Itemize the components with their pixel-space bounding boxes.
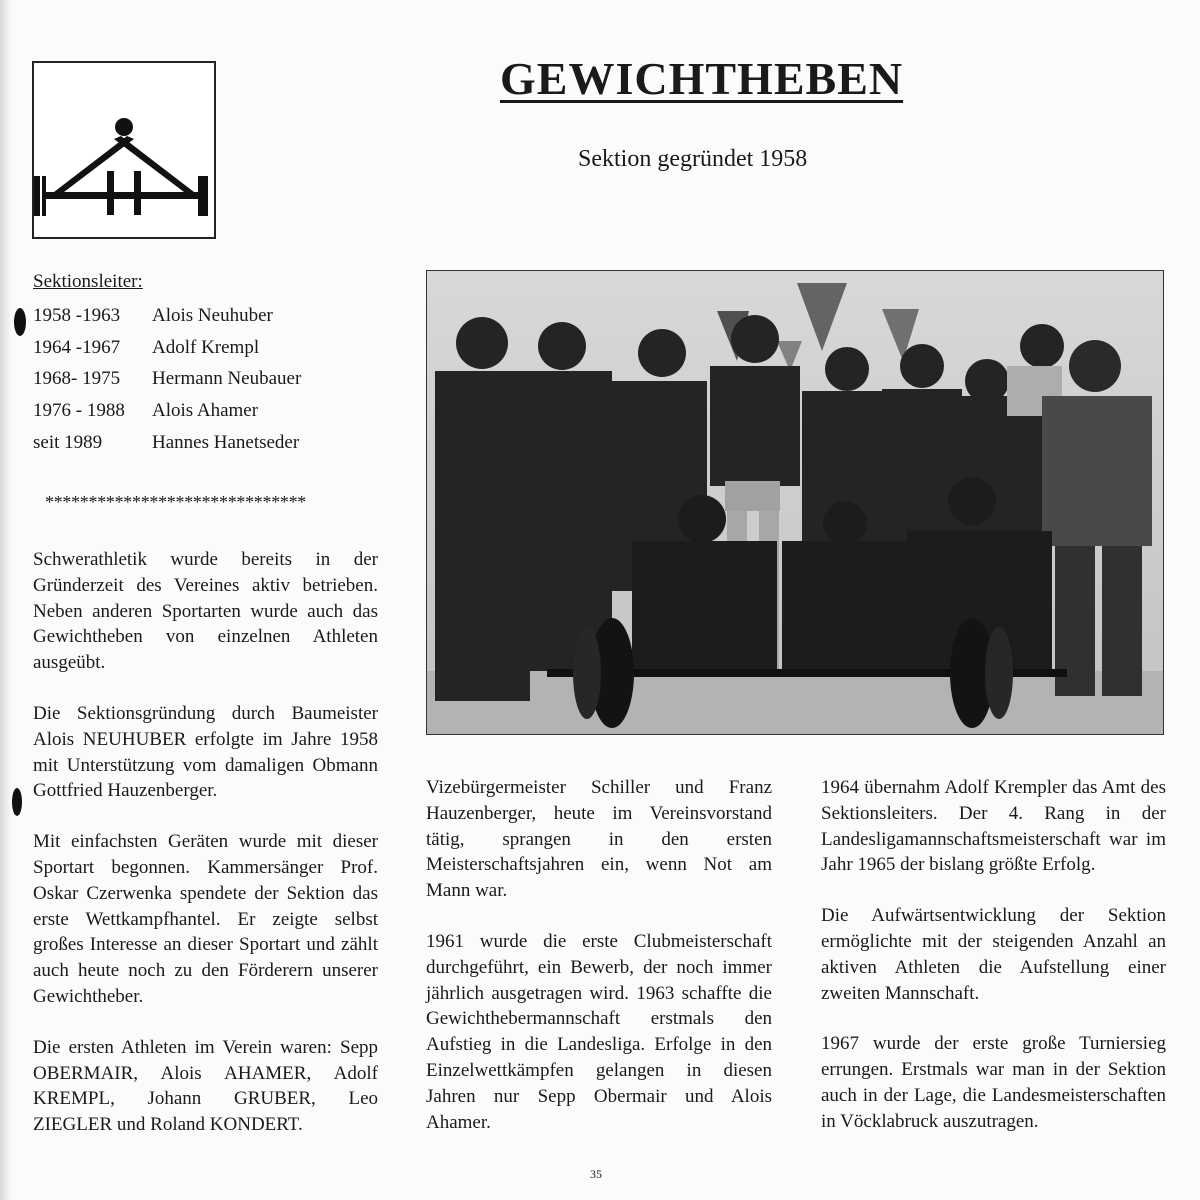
leader-name: Alois Ahamer [152, 400, 259, 422]
punch-hole [14, 308, 26, 336]
page-subtitle: Sektion gegründet 1958 [578, 146, 808, 172]
text-column-2 [426, 775, 772, 1160]
paragraph: 1964 übernahm Adolf Krempler das Amt des Sektionsleiters. Der 4. Rang in der Landesligamannschaftsmeisterschaft war im Jahr 1965 der bislang größte Erfolg. [821, 777, 1166, 876]
leader-years: 1964 -1967 [33, 336, 121, 358]
page-edge-shadow [0, 0, 12, 1200]
section-leaders-list [33, 300, 301, 459]
team-photo [426, 270, 1164, 735]
paragraph: 1961 wurde die erste Clubmeisterschaft durchgeführt, ein Bewerb, der noch immer jährlich ausgetragen wird. 1963 schaffte die Gewichthebermannschaft erstmals den Aufstieg in die Landesliga. Erfolge in den Einzelwettkämpfen gelangen in diesen Jahren nur Sepp Obermair und Alois Ahamer. [426, 930, 772, 1133]
leader-row [33, 395, 301, 427]
leader-years: seit 1989 [33, 431, 103, 453]
text-column-1 [33, 547, 378, 1163]
weightlifter-icon [34, 63, 214, 237]
leader-years: 1968- 1975 [33, 368, 121, 390]
paragraph: Die ersten Athleten im Verein waren: Sepp OBERMAIR, Alois AHAMER, Adolf KREMPL, Johann GRUBER, Leo ZIEGLER und Roland KONDERT. [33, 1036, 378, 1136]
leader-years: 1976 - 1988 [33, 400, 125, 422]
leader-name: Adolf Krempl [152, 336, 260, 358]
leader-name: Hermann Neubauer [152, 368, 302, 390]
punch-hole [12, 788, 22, 816]
leader-name: Alois Neuhuber [152, 305, 273, 326]
weightlifter-logo [32, 61, 216, 239]
paragraph: 1967 wurde der erste große Turniersieg errungen. Erstmals war man in der Sektion auch in der Lage, die Landesmeisterschaften in Vöcklabruck auszutragen. [821, 1033, 1166, 1132]
paragraph: Vizebürgermeister Schiller und Franz Hauzenberger, heute im Vereinsvorstand tätig, sprangen in den ersten Meisterschaftsjahren ein, wenn Not am Mann war. [426, 777, 772, 902]
leader-row [33, 300, 301, 332]
text-column-3 [821, 775, 1166, 1160]
leader-row [33, 427, 301, 459]
section-leaders-heading: Sektionsleiter: [33, 271, 143, 292]
star-separator: ****************************** [45, 492, 307, 512]
paragraph: Die Aufwärtsentwicklung der Sektion ermöglichte mit der steigenden Anzahl an aktiven Athleten die Aufstellung einer zweiten Mannschaft. [821, 905, 1166, 1004]
leader-name: Hannes Hanetseder [152, 431, 300, 453]
paragraph: Mit einfachsten Geräten wurde mit dieser Sportart begonnen. Kammersänger Prof. Oskar Czerwenka spendete der Sektion das erste Wettkampfhantel. Er zeigte selbst großes Interesse an dieser Sportart und zählt auch heute noch zu den Förderern unserer Gewichtheber. [33, 831, 378, 1007]
paragraph: Die Sektionsgründung durch Baumeister Alois NEUHUBER erfolgte im Jahre 1958 mit Unterstützung vom damaligen Obmann Gottfried Hauzenberger. [33, 702, 378, 802]
leader-row [33, 363, 301, 395]
leader-row [33, 332, 301, 364]
paragraph: Schwerathletik wurde bereits in der Gründerzeit des Vereines aktiv betrieben. Neben anderen Sportarten wurde auch das Gewichtheben von einzelnen Athleten ausgeübt. [33, 549, 378, 674]
page-number: 35 [590, 1167, 602, 1181]
page-title: GEWICHTHEBEN [500, 53, 904, 104]
leader-years: 1958 -1963 [33, 305, 121, 326]
team-photo-illustration [427, 271, 1163, 734]
